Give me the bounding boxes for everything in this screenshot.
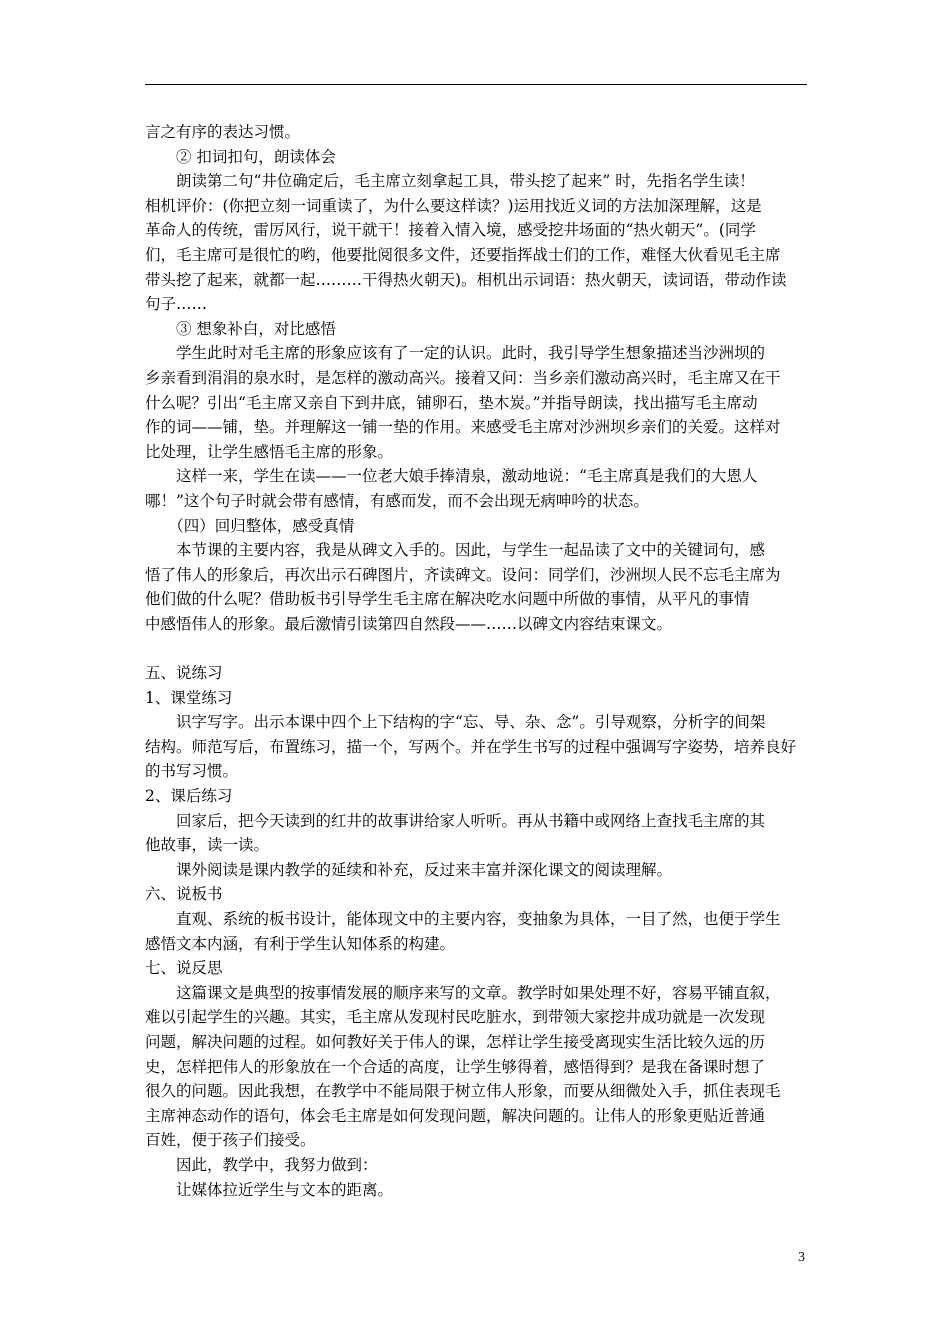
document-body bbox=[145, 120, 810, 1202]
text-line: 带头挖了起来，就都一起………干得热火朝天)。相机出示词语：热火朝天，读词语，带动作读 bbox=[145, 270, 787, 289]
text-line: 主席神态动作的语句，体会毛主席是如何发现问题，解决问题的。让伟人的形象更贴近普通 bbox=[145, 1106, 766, 1125]
text-line: 难以引起学生的兴趣。其实，毛主席从发现村民吃脏水，到带领大家挖井成功就是一次发现 bbox=[145, 1008, 766, 1027]
page-number: 3 bbox=[798, 1250, 805, 1265]
text-line: 句子…… bbox=[145, 295, 208, 314]
text-line: 作的词——铺，垫。并理解这一铺一垫的作用。来感受毛主席对沙洲坝乡亲们的关爱。这样对 bbox=[145, 418, 781, 437]
text-line: 识字写字。出示本课中四个上下结构的字“忘、导、杂、念”。引导观察，分析字的间架 bbox=[145, 713, 766, 732]
text-line: 哪！”这个句子时就会带有感情，有感而发，而不会出现无病呻吟的状态。 bbox=[145, 491, 649, 510]
text-line: 的书写习惯。 bbox=[145, 762, 239, 781]
text-line: 回家后，把今天读到的红井的故事讲给家人听听。再从书籍中或网络上查找毛主席的其 bbox=[145, 811, 766, 830]
text-line: 革命人的传统，雷厉风行，说干就干！接着入情入境，感受挖井场面的“热火朝天”。(同学 bbox=[145, 221, 756, 240]
text-line: 很久的问题。因此我想，在教学中不能局限于树立伟人形象，而要从细微处入手，抓住表现毛 bbox=[145, 1082, 781, 1101]
text-line: 七、说反思 bbox=[145, 959, 223, 978]
text-line: 他们做的什么呢？借助板书引导学生毛主席在解决吃水问题中所做的事情，从平凡的事情 bbox=[145, 590, 750, 609]
text-line: （四）回归整体，感受真情 bbox=[145, 516, 355, 535]
text-line: 史，怎样把伟人的形象放在一个合适的高度，让学生够得着，感悟得到？是我在备课时想了 bbox=[145, 1057, 766, 1076]
text-line: 六、说板书 bbox=[145, 885, 223, 904]
text-line: 学生此时对毛主席的形象应该有了一定的认识。此时，我引导学生想象描述当沙洲坝的 bbox=[145, 344, 766, 363]
text-line: 言之有序的表达习惯。 bbox=[145, 123, 301, 141]
text-line: 结构。师范写后，布置练习，描一个，写两个。并在学生书写的过程中强调写字姿势，培养良好 bbox=[145, 737, 797, 756]
text-line: 问题，解决问题的过程。如何教好关于伟人的课，怎样让学生接受离现实生活比较久远的历 bbox=[145, 1032, 766, 1051]
text-line: 比处理，让学生感悟毛主席的形象。 bbox=[145, 442, 394, 461]
blank-line bbox=[145, 636, 810, 661]
text-line: ② 扣词扣句，朗读体会 bbox=[145, 147, 336, 166]
text-line: 他故事，读一读。 bbox=[145, 836, 270, 855]
text-line: 这样一来，学生在读——一位老大娘手捧清泉，激动地说：“毛主席真是我们的大恩人 bbox=[145, 467, 758, 486]
text-line: 相机评价：(你把立刻一词重读了，为什么要这样读？)运用找近义词的方法加深理解，这是 bbox=[145, 196, 762, 215]
text-line: 2、课后练习 bbox=[145, 787, 233, 806]
header-rule bbox=[145, 84, 807, 85]
text-line: ③ 想象补白，对比感悟 bbox=[145, 319, 336, 338]
text-line: 感悟文本内涵，有利于学生认知体系的构建。 bbox=[145, 934, 456, 953]
text-line: 什么呢？引出“毛主席又亲自下到井底，铺卵石，垫木炭。”并指导朗读，找出描写毛主席动 bbox=[145, 393, 758, 412]
text-line: 1、课堂练习 bbox=[145, 688, 233, 707]
text-line: 因此，教学中，我努力做到： bbox=[145, 1155, 378, 1174]
text-line: 本节课的主要内容，我是从碑文入手的。因此，与学生一起品读了文中的关键词句，感 bbox=[145, 541, 766, 560]
text-line: 课外阅读是课内教学的延续和补充，反过来丰富并深化课文的阅读理解。 bbox=[145, 860, 673, 879]
text-line: 悟了伟人的形象后，再次出示石碑图片，齐读碑文。设问：同学们，沙洲坝人民不忘毛主席为 bbox=[145, 565, 781, 584]
text-line: 中感悟伟人的形象。最后激情引读第四自然段——……以碑文内容结束课文。 bbox=[145, 614, 673, 633]
text-line: 五、说练习 bbox=[145, 664, 223, 683]
text-line: 乡亲看到涓涓的泉水时，是怎样的激动高兴。接着又问：当乡亲们激动高兴时，毛主席又在干 bbox=[145, 368, 781, 387]
text-line: 朗读第二句“井位确定后，毛主席立刻拿起工具，带头挖了起来” 时，先指名学生读！ bbox=[145, 172, 755, 191]
text-line: 直观、系统的板书设计，能体现文中的主要内容，变抽象为具体，一目了然，也便于学生 bbox=[145, 910, 781, 928]
text-line: 这篇课文是典型的按事情发展的顺序来写的文章。教学时如果处理不好，容易平铺直叙， bbox=[145, 983, 781, 1002]
text-line: 们，毛主席可是很忙的哟，他要批阅很多文件，还要指挥战士们的工作，难怪大伙看见毛主席 bbox=[145, 245, 781, 264]
text-line: 百姓，便于孩子们接受。 bbox=[145, 1131, 316, 1150]
text-line: 让媒体拉近学生与文本的距离。 bbox=[145, 1180, 394, 1199]
